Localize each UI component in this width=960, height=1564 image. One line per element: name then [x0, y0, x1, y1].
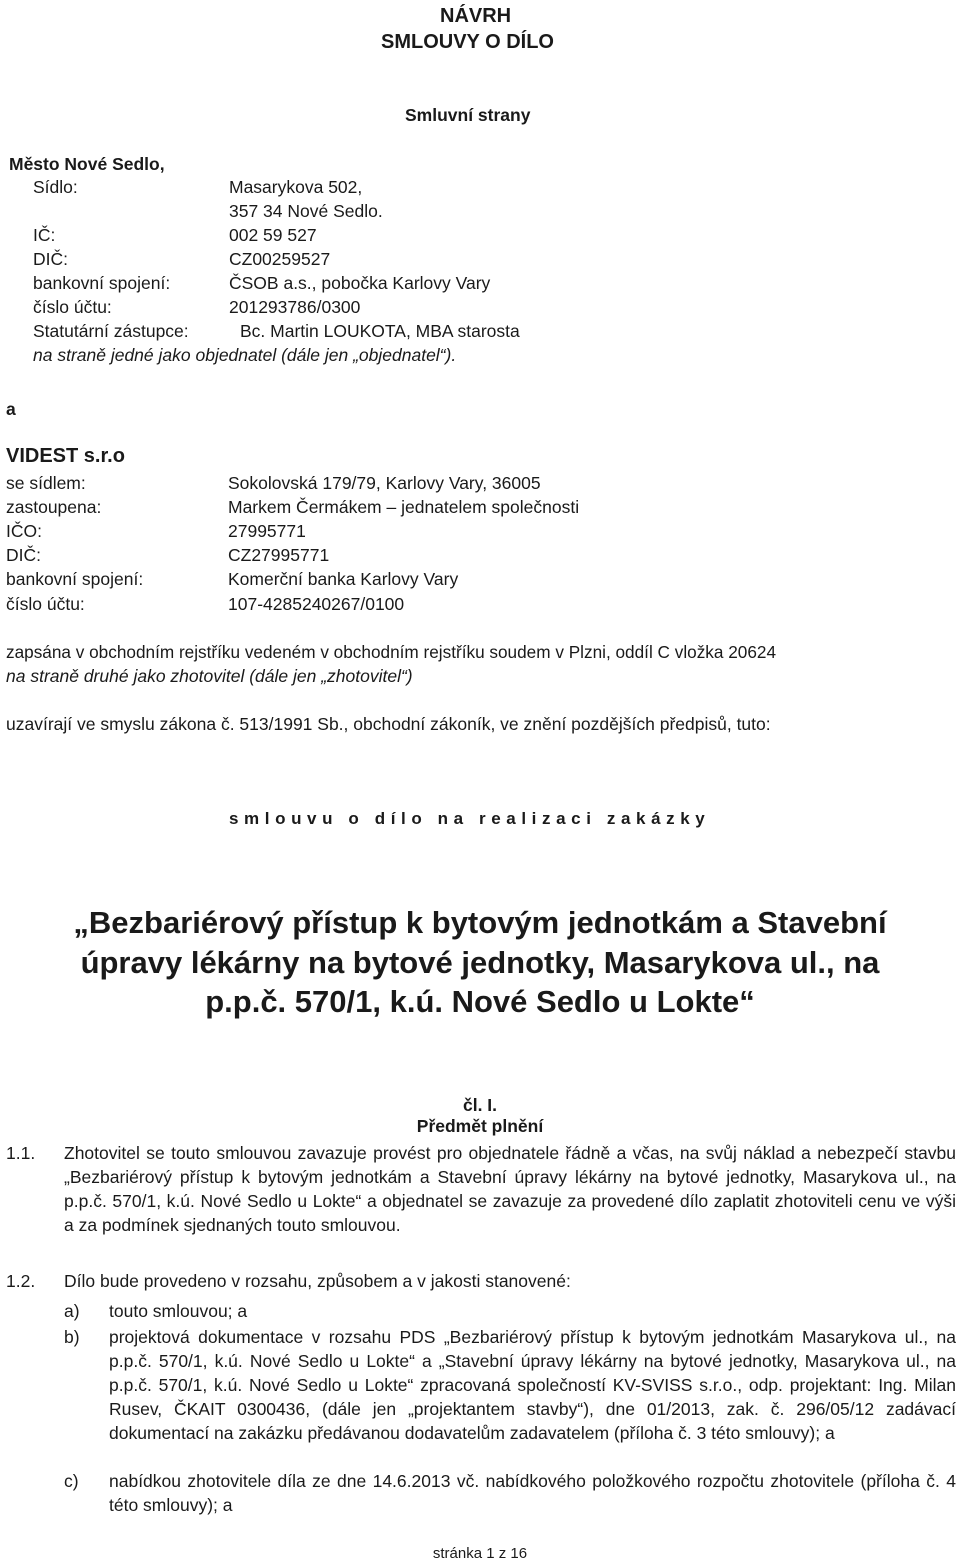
- contractor-value: 27995771: [228, 521, 306, 541]
- client-value: 002 59 527: [229, 225, 317, 245]
- contractor-label: IČO:: [6, 521, 42, 541]
- client-value: ČSOB a.s., pobočka Karlovy Vary: [229, 273, 491, 293]
- client-value: CZ00259527: [229, 249, 331, 269]
- client-label: DIČ:: [33, 249, 68, 269]
- contractor-value: Markem Čermákem – jednatelem společnosti: [228, 497, 580, 517]
- registry-note: zapsána v obchodním rejstříku vedeném v obchodním rejstříku soudem v Plzni, oddíl C vložka 20624: [6, 642, 777, 662]
- list-item-marker: b): [64, 1327, 80, 1347]
- contractor-value: Komerční banka Karlovy Vary: [228, 569, 459, 589]
- client-label: IČ:: [33, 225, 56, 245]
- client-label: číslo účtu:: [33, 297, 112, 317]
- client-value: Bc. Martin LOUKOTA, MBA starosta: [240, 321, 520, 341]
- contract-type: smlouvu o dílo na realizaci zakázky: [229, 809, 711, 828]
- project-title-line: p.p.č. 570/1, k.ú. Nové Sedlo u Lokte“: [205, 984, 755, 1019]
- contractor-value: CZ27995771: [228, 545, 330, 565]
- contractor-label: bankovní spojení:: [6, 569, 144, 589]
- paragraph-number: 1.1.: [6, 1143, 36, 1163]
- client-label: bankovní spojení:: [33, 273, 171, 293]
- list-item-text: projektová dokumentace v rozsahu PDS „Bezbariérový přístup k bytovým jednotkám Masarykova ul., na p.p.č. 570/1, k.ú. Nové Sedlo u Lokte“ a „Stavební úpravy lékárny na bytové jednotky, Masarykova ul., na p.p.č. 570/1, k.ú. Nové Sedlo u Lokte“ zpracovaná společností KV-SVISS s.r.o., odp. projektant: Ing. Milan Rusev, ČKAIT 0300436, (dále jen „projektantem stavby“), dne 01/2013, zak. č. 296/05/12 zadávací dokumentací na zakázku předávanou dodavatelům zadavatelem (příloha č. 3 této smlouvy); a: [109, 1327, 956, 1443]
- contractor-value: Sokolovská 179/79, Karlovy Vary, 36005: [228, 473, 541, 493]
- document-title: SMLOUVY O DÍLO: [381, 31, 554, 53]
- list-item-marker: a): [64, 1301, 80, 1321]
- project-title-line: „Bezbariérový přístup k bytovým jednotkám a Stavební: [73, 905, 887, 940]
- client-value: 357 34 Nové Sedlo.: [229, 201, 383, 221]
- conclusion-statement: uzavírají ve smyslu zákona č. 513/1991 Sb., obchodní zákoník, ve znění pozdějších předpisů, tuto:: [6, 714, 771, 734]
- contractor-label: DIČ:: [6, 545, 41, 565]
- list-item-text: touto smlouvou; a: [109, 1301, 248, 1321]
- contractor-value: 107-4285240267/0100: [228, 594, 405, 614]
- contractor-label: se sídlem:: [6, 473, 86, 493]
- article-number: čl. I.: [462, 1095, 498, 1115]
- paragraph-text: Zhotovitel se touto smlouvou zavazuje provést pro objednatele řádně a včas, na svůj náklad a nebezpečí stavbu „Bezbariérový přístup k bytovým jednotkám a Stavební úpravy lékárny na bytové jednotky, Masarykova ul., na p.p.č. 570/1, k.ú. Nové Sedlo u Lokte“ a objednatel se zavazuje za provedené dílo zaplatit zhotoviteli cenu ve výši a za podmínek sjednaných touto smlouvou.: [64, 1143, 956, 1235]
- client-value: 201293786/0300: [229, 297, 361, 317]
- client-label: Sídlo:: [33, 177, 78, 197]
- contractor-label: číslo účtu:: [6, 594, 85, 614]
- client-name: Město Nové Sedlo,: [9, 154, 165, 174]
- page-number: stránka 1 z 16: [432, 1545, 528, 1562]
- paragraph-text: Dílo bude provedeno v rozsahu, způsobem a v jakosti stanovené:: [64, 1271, 571, 1291]
- contractor-label: zastoupena:: [6, 497, 102, 517]
- client-value: Masarykova 502,: [229, 177, 363, 197]
- list-item-text: nabídkou zhotovitele díla ze dne 14.6.2013 vč. nabídkového položkového rozpočtu zhotovitele (příloha č. 4 této smlouvy); a: [109, 1471, 956, 1515]
- list-item-marker: c): [64, 1471, 79, 1491]
- conjunction: a: [6, 399, 16, 419]
- contractor-name: VIDEST s.r.o: [6, 445, 125, 467]
- project-title-line: úpravy lékárny na bytové jednotky, Masarykova ul., na: [80, 945, 880, 980]
- client-label: Statutární zástupce:: [33, 321, 189, 341]
- parties-heading: Smluvní strany: [405, 105, 531, 125]
- article-title: Předmět plnění: [416, 1116, 544, 1136]
- paragraph-number: 1.2.: [6, 1271, 36, 1291]
- document-status: NÁVRH: [440, 5, 512, 27]
- contractor-role-note: na straně druhé jako zhotovitel (dále jen „zhotovitel“): [6, 666, 413, 686]
- client-role-note: na straně jedné jako objednatel (dále jen „objednatel“).: [33, 345, 457, 365]
